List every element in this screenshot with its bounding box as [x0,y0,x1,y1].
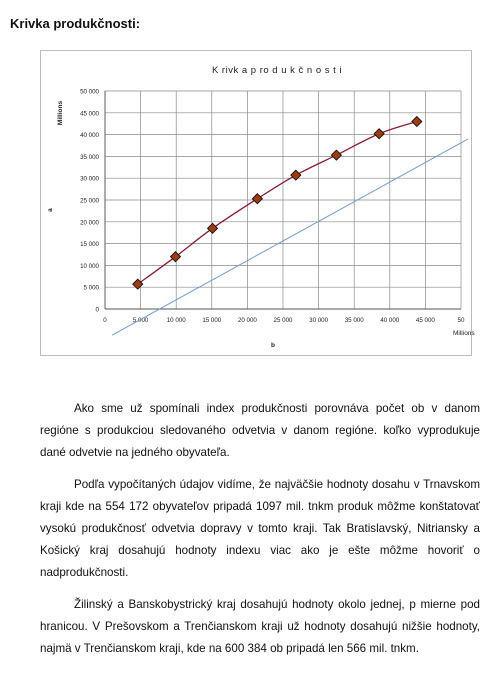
reference-line [112,139,468,335]
x-tick-label: 45 000 [415,317,435,324]
x-tick-label: 10 000 [166,317,186,324]
y-tick-label: 35 000 [80,153,99,161]
production-curve-chart [40,50,475,356]
y-tick-label: 0 [95,306,99,314]
y-tick-label: 10 000 [80,262,99,270]
x-tick-label: 30 000 [309,317,329,324]
data-point-marker [252,194,262,204]
data-point-marker [331,150,341,160]
section-heading: Krivka produkčnosti: [10,16,141,31]
y-unit-label: Millions [57,100,64,126]
x-tick-label: 25 000 [273,317,293,324]
y-tick-label: 15 000 [80,241,99,249]
y-tick-label: 5 000 [83,284,99,292]
data-point-marker [208,223,218,233]
x-tick-label: 40 000 [380,317,400,324]
x-tick-label: 50 [457,317,465,324]
y-tick-label: 45 000 [80,110,99,118]
y-tick-label: 25 000 [80,197,99,205]
data-point-marker [170,252,180,262]
x-unit-label: Millions [453,330,475,337]
x-tick-label: 5 000 [132,317,149,324]
chart-canvas [41,51,475,355]
production-curve [138,122,417,285]
y-axis-title: a [47,208,54,212]
x-tick-label: 0 [103,317,107,324]
y-tick-label: 40 000 [80,132,99,140]
x-tick-label: 35 000 [344,317,364,324]
x-tick-label: 15 000 [202,317,222,324]
data-point-marker [374,129,384,139]
data-point-marker [133,279,143,289]
x-axis-title: b [271,342,275,349]
chart-title: K rivk a p ro d u k č n o s t i [211,65,343,76]
y-tick-label: 30 000 [80,175,99,183]
y-tick-label: 20 000 [80,219,99,227]
y-tick-label: 50 000 [80,88,99,96]
paragraph-3: Žilinský a Banskobystrický kraj dosahujú hodnoty okolo jednej, p mierne pod hranicou. V Prešovskom a Trenčianskom kraji už hodnoty dosahujú nižšie hodnoty, najmä v Trenčianskom kraji, kde na 600 384 ob pripadá len 566 mil. tnkm. [40,598,480,655]
data-point-marker [291,170,301,180]
x-tick-label: 20 000 [237,317,257,324]
paragraph-1: Ako sme už spomínali index produkčnosti porovnáva počet ob v danom regióne s produkciou sledovaného odvetvia v danom regióne. koľko vyprodukuje dané odvetvie na jedného obyvateľa. [40,402,480,459]
paragraph-2: Podľa vypočítaných údajov vidíme, že najväčšie hodnoty dosahu v Trnavskom kraji kde na 554 172 obyvateľov pripadá 1097 mil. tnkm produk môžme konštatovať vysokú produkčnosť odvetvia dopravy v tomto kraji. Tak Bratislavský, Nitriansky a Košický kraj dosahujú hodnoty indexu viac ako je ešte môžme hovoriť o nadprodukčnosti. [40,478,480,579]
data-point-marker [412,117,422,127]
